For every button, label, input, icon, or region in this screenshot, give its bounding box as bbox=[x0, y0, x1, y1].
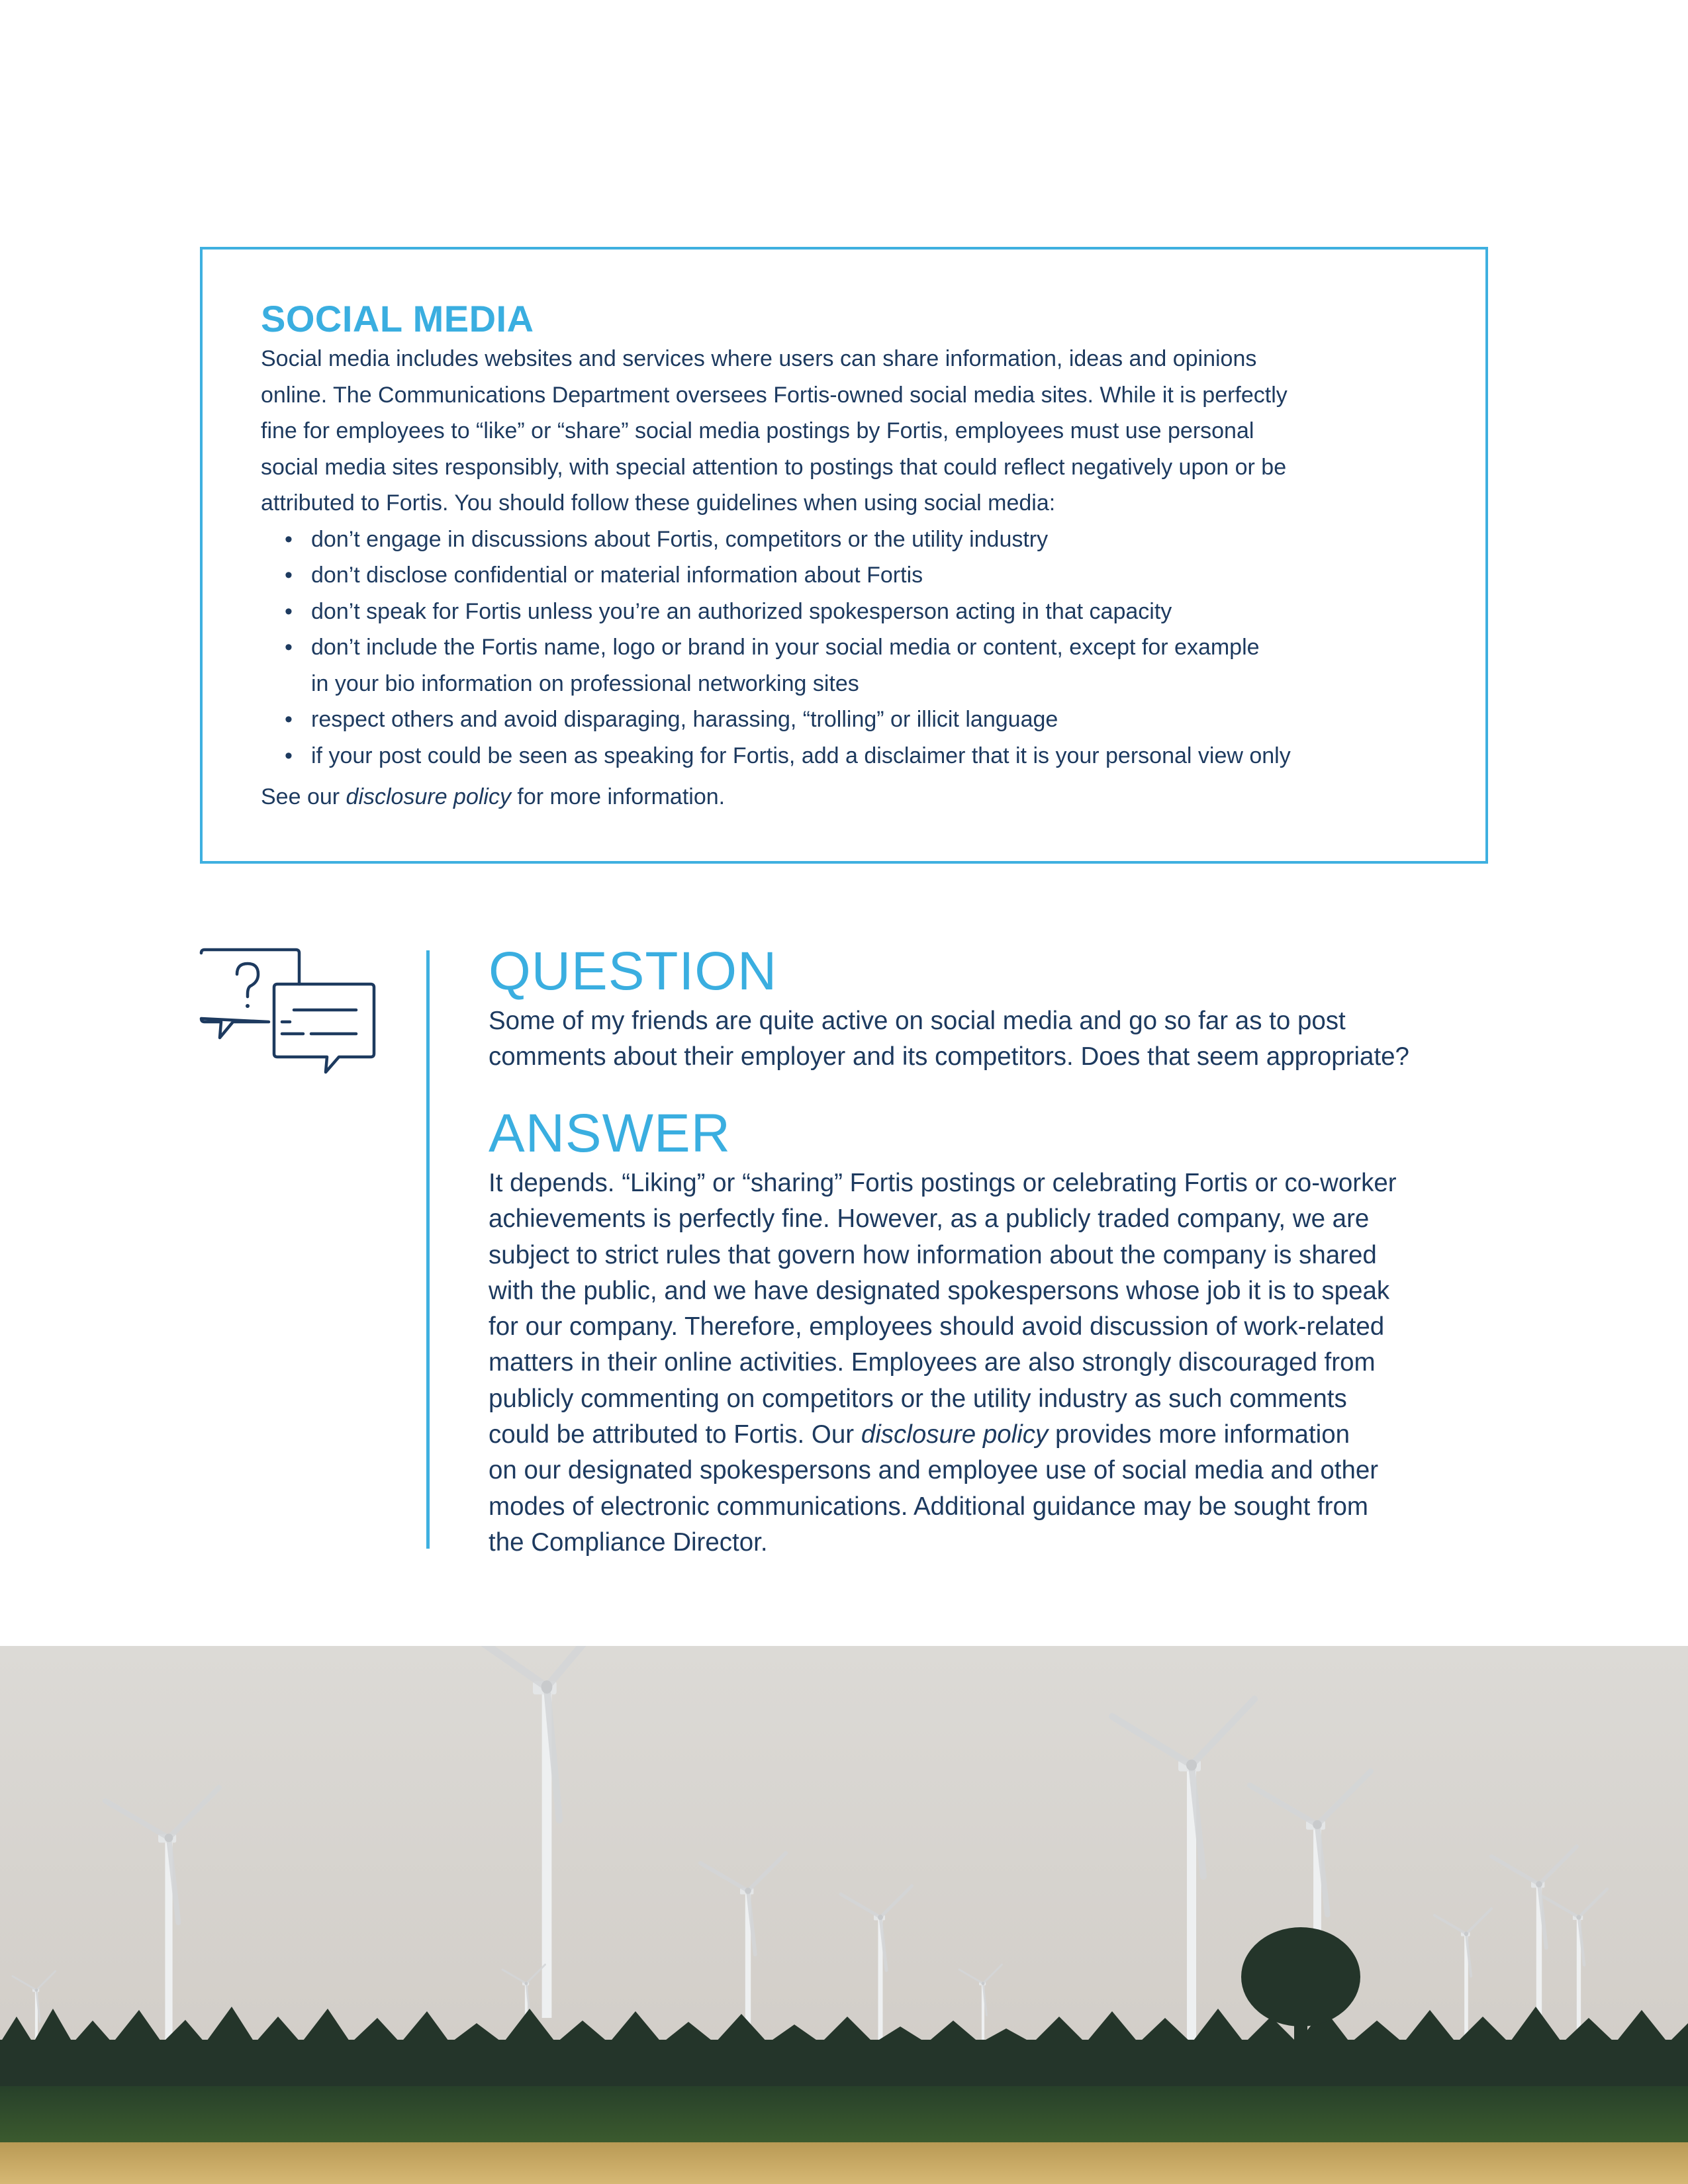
disclosure-policy-link[interactable]: disclosure policy bbox=[861, 1420, 1049, 1449]
answer-line: achievements is perfectly fine. However, as a publicly traded company, we are bbox=[489, 1205, 1370, 1234]
see-suffix: for more information. bbox=[510, 784, 726, 809]
bullet-icon: • bbox=[285, 598, 293, 624]
guideline-item bbox=[285, 738, 1429, 774]
guideline-text: respect others and avoid disparaging, harassing, “trolling” or illicit language bbox=[311, 707, 1058, 732]
guideline-text: don’t speak for Fortis unless you’re an authorized spokesperson acting in that capacity bbox=[311, 598, 1172, 624]
see-policy-note bbox=[261, 779, 1429, 815]
question-section bbox=[489, 940, 1501, 1075]
social-media-title: SOCIAL MEDIA bbox=[261, 298, 534, 340]
guideline-text: don’t include the Fortis name, logo or brand in your social media or content, except for example bbox=[311, 635, 1260, 660]
bullet-icon: • bbox=[285, 635, 293, 660]
intro-line: social media sites responsibly, with special attention to postings that could reflect negatively upon or be bbox=[261, 454, 1287, 480]
answer-line: the Compliance Director. bbox=[489, 1527, 768, 1557]
disclosure-policy-link[interactable]: disclosure policy bbox=[346, 784, 511, 809]
answer-line: modes of electronic communications. Additional guidance may be sought from bbox=[489, 1492, 1368, 1521]
guideline-text: in your bio information on professional networking sites bbox=[311, 670, 859, 696]
qa-divider bbox=[426, 950, 430, 1549]
intro-line: fine for employees to “like” or “share” social media postings by Fortis, employees must use personal bbox=[261, 418, 1254, 443]
answer-heading: ANSWER bbox=[489, 1103, 731, 1163]
bullet-icon: • bbox=[285, 563, 293, 588]
guideline-item bbox=[285, 702, 1429, 738]
answer-section bbox=[489, 1102, 1501, 1561]
guideline-text: don’t engage in discussions about Fortis, competitors or the utility industry bbox=[311, 526, 1049, 552]
wheat-field bbox=[0, 2142, 1688, 2184]
crop-field bbox=[0, 2086, 1688, 2142]
bullet-icon: • bbox=[285, 526, 293, 552]
answer-line: on our designated spokespersons and employee use of social media and other bbox=[489, 1456, 1379, 1485]
social-media-box bbox=[200, 247, 1488, 864]
answer-line-prefix: could be attributed to Fortis. Our bbox=[489, 1420, 861, 1449]
question-heading: QUESTION bbox=[489, 941, 778, 1001]
intro-line: Social media includes websites and services where users can share information, ideas and opinions bbox=[261, 346, 1257, 371]
answer-line: for our company. Therefore, employees should avoid discussion of work-related bbox=[489, 1312, 1385, 1342]
guideline-text: don’t disclose confidential or material information about Fortis bbox=[311, 563, 923, 588]
guideline-text: if your post could be seen as speaking for Fortis, add a disclaimer that it is your personal view only bbox=[311, 743, 1291, 768]
see-prefix: See our bbox=[261, 784, 346, 809]
guideline-item bbox=[285, 629, 1429, 702]
guideline-item bbox=[285, 594, 1429, 630]
answer-text bbox=[489, 1165, 1501, 1561]
question-line: comments about their employer and its competitors. Does that seem appropriate? bbox=[489, 1042, 1409, 1071]
answer-line: with the public, and we have designated spokespersons whose job it is to speak bbox=[489, 1276, 1390, 1305]
intro-line: attributed to Fortis. You should follow these guidelines when using social media: bbox=[261, 490, 1056, 516]
question-line: Some of my friends are quite active on social media and go so far as to post bbox=[489, 1007, 1346, 1035]
bullet-icon: • bbox=[285, 707, 293, 732]
answer-line: matters in their online activities. Employees are also strongly discouraged from bbox=[489, 1348, 1376, 1377]
bullet-icon: • bbox=[285, 743, 293, 768]
question-text bbox=[489, 1003, 1501, 1075]
answer-line-suffix: provides more information bbox=[1048, 1420, 1350, 1449]
answer-line: publicly commenting on competitors or the utility industry as such comments bbox=[489, 1384, 1347, 1413]
speech-bubbles-question-icon bbox=[197, 948, 377, 1076]
intro-line: online. The Communications Department oversees Fortis-owned social media sites. While it is perfectly bbox=[261, 382, 1288, 408]
answer-line: It depends. “Liking” or “sharing” Fortis postings or celebrating Fortis or co-worker bbox=[489, 1169, 1397, 1197]
guidelines-list bbox=[261, 522, 1429, 774]
answer-line: subject to strict rules that govern how information about the company is shared bbox=[489, 1240, 1377, 1269]
guideline-item bbox=[285, 557, 1429, 594]
wind-farm-photo bbox=[0, 1646, 1688, 2184]
guideline-item bbox=[285, 522, 1429, 558]
social-media-intro bbox=[261, 341, 1429, 522]
